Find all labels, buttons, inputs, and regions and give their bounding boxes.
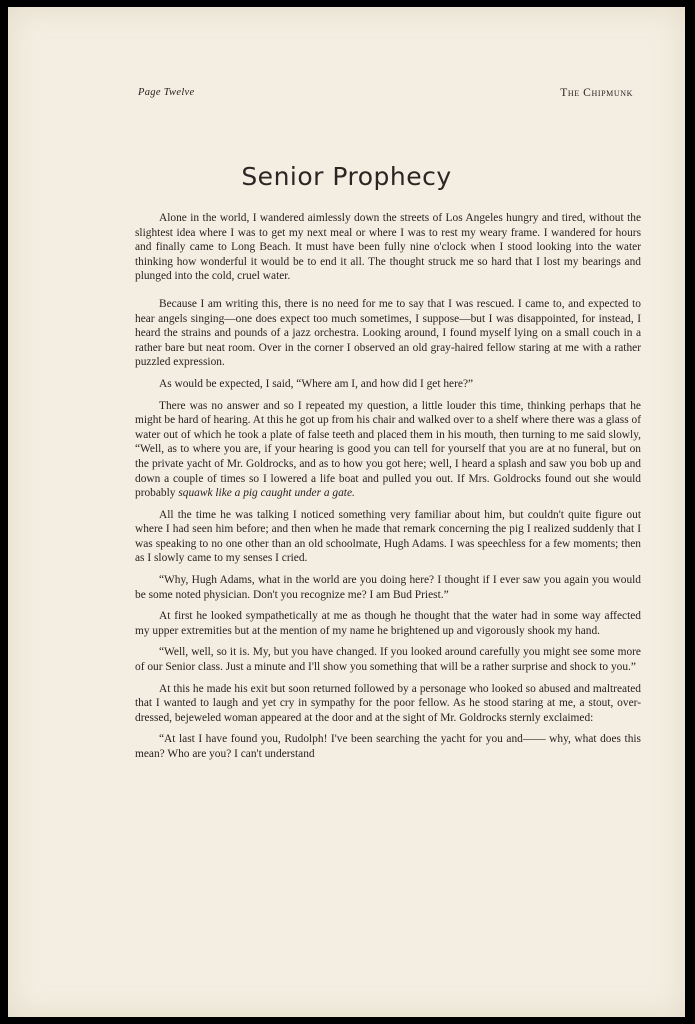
paragraph: At first he looked sympathetically at me as though he thought that the water had in some way affected my upper extremities but at the mention of my name he brightened up and vigorously shook my hand. bbox=[135, 610, 641, 637]
article-title: Senior Prophecy bbox=[241, 162, 452, 191]
paragraph: “Why, Hugh Adams, what in the world are you doing here? I thought if I ever saw you again you would be some noted physician. Don't you recognize me? I am Bud Priest.” bbox=[135, 574, 641, 601]
italic-phrase: squawk like a pig caught under a gate. bbox=[178, 487, 355, 500]
paragraph: As would be expected, I said, “Where am I, and how did I get here?” bbox=[159, 377, 474, 390]
paragraph bbox=[135, 399, 641, 501]
magazine-page bbox=[8, 7, 685, 1017]
paragraph: Because I am writing this, there is no need for me to say that I was rescued. I came to, and expected to hear angels singing—one does expect too much sometimes, I suppose—but I was disappointed, for instead, I heard the strains and pounds of a jazz orchestra. Looking around, I found myself lying on a small couch in a rather bare but neat room. Over in the corner I observed an old gray-haired fellow staring at me with a rather puzzled expression. bbox=[135, 297, 641, 369]
paragraph: All the time he was talking I noticed something very familiar about him, but couldn't quite figure out where I had seen him before; and then when he made that remark concerning the pig I realized suddenly that I was speaking to no one other than an old schoolmate, Hugh Adams. I was speechless for a few moments; then as I slowly came to my senses I cried. bbox=[135, 508, 641, 565]
paragraph: “Well, well, so it is. My, but you have changed. If you looked around carefully you might see some more of our Senior class. Just a minute and I'll show you something that will be a rather surprise and shock to you.” bbox=[135, 646, 641, 674]
paragraph-text: There was no answer and so I repeated my question, a little louder this time, thinking perhaps that he might be hard of hearing. At this he got up from his chair and walked over to a shelf where there was a glass of water out of which he took a plate of false teeth and placed them in his mouth, then turning to me said slowly, “Well, as to where you are, if your hearing is good you can tell for yourself that you are at no funeral, but on the private yacht of Mr. Goldrocks, and as to how you got here; well, I heard a splash and saw you bob up and down a couple of times so I lowered a life boat and pulled you out. If Mrs. Goldrocks found out she would probably bbox=[135, 399, 641, 500]
paragraph: At this he made his exit but soon returned followed by a personage who looked so abused and maltreated that I wanted to laugh and yet cry in sympathy for the poor fellow. As he stood staring at me, a stout, over-dressed, bejeweled woman appeared at the door and at the sight of Mr. Goldrocks sternly exclaimed: bbox=[135, 682, 641, 724]
publication-name: The Chipmunk bbox=[560, 87, 633, 99]
paragraph: Alone in the world, I wandered aimlessly down the streets of Los Angeles hungry and tired, without the slightest idea where I was to get my next meal or where I was to rest my weary frame. I wandered for hours and finally came to Long Beach. It must have been fully nine o'clock when I stood looking into the water thinking how wonderful it would be to end it all. The thought struck me so hard that I lost my bearings and plunged into the cold, cruel water. bbox=[135, 212, 641, 283]
paragraph: “At last I have found you, Rudolph! I've been searching the yacht for you and—— why, what does this mean? Who are you? I can't understand bbox=[135, 733, 641, 760]
page-number-label: Page Twelve bbox=[138, 87, 195, 98]
article-body bbox=[135, 211, 641, 769]
